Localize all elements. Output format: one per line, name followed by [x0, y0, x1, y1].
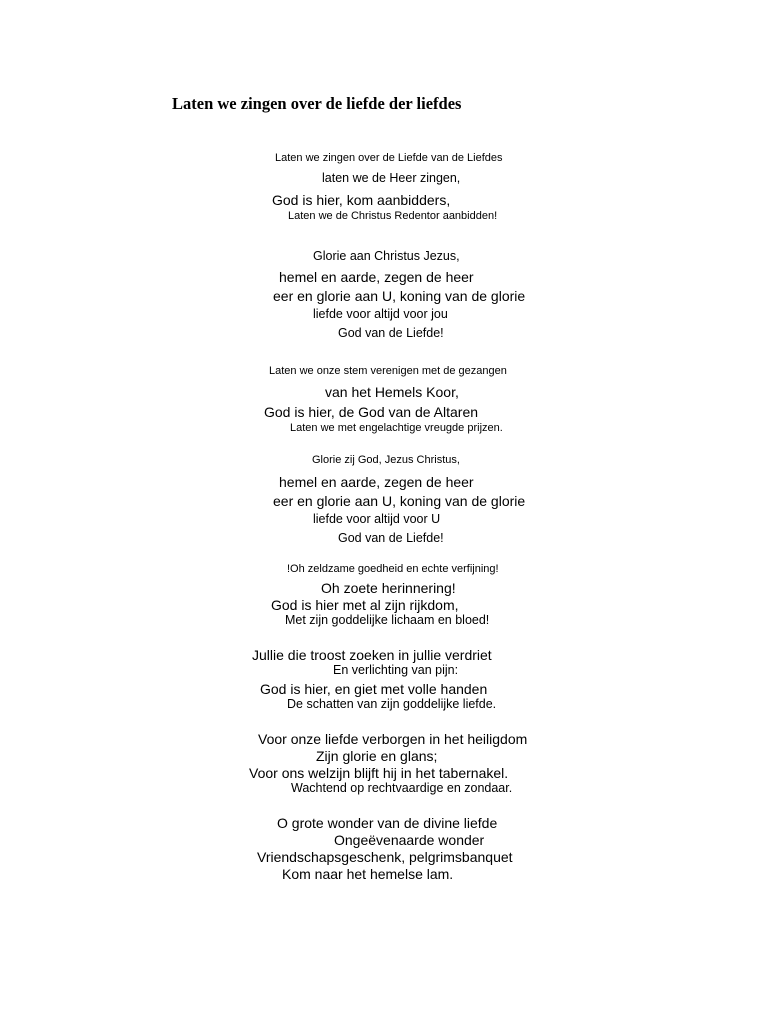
verse-line: eer en glorie aan U, koning van de glorie: [273, 288, 526, 304]
verse-line: Glorie aan Christus Jezus,: [313, 249, 460, 263]
verse-line: Wachtend op rechtvaardige en zondaar.: [291, 781, 513, 795]
verse-line: eer en glorie aan U, koning van de glorie: [273, 493, 526, 509]
verse-line: God van de Liefde!: [338, 326, 444, 340]
verse-line: Jullie die troost zoeken in jullie verdriet: [252, 647, 492, 663]
verse-line: Glorie zij God, Jezus Christus,: [312, 454, 460, 466]
verse-line: Oh zoete herinnering!: [321, 580, 456, 596]
verse-line: laten we de Heer zingen,: [322, 171, 461, 185]
verse-line: God is hier, de God van de Altaren: [264, 404, 479, 420]
verse-line: Vriendschapsgeschenk, pelgrimsbanquet: [257, 849, 513, 865]
verse-line: Zijn glorie en glans;: [316, 748, 438, 764]
verse-line: Laten we met engelachtige vreugde prijzen.: [290, 422, 503, 434]
verse-line: van het Hemels Koor,: [325, 384, 459, 400]
verse-line: liefde voor altijd voor jou: [313, 307, 448, 321]
verse-line: God is hier met al zijn rijkdom,: [271, 597, 459, 613]
verse-line: liefde voor altijd voor U: [313, 512, 441, 526]
verse-line: Ongeëvenaarde wonder: [334, 832, 485, 848]
verse-line: Laten we zingen over de Liefde van de Liefdes: [275, 152, 503, 164]
verse-line: Voor onze liefde verborgen in het heiligdom: [258, 731, 528, 747]
verse-line: God is hier, kom aanbidders,: [272, 192, 451, 208]
verse-line: Met zijn goddelijke lichaam en bloed!: [285, 613, 490, 627]
document-title: Laten we zingen over de liefde der liefdes: [172, 94, 462, 113]
verse-line: Laten we de Christus Redentor aanbidden!: [288, 210, 498, 222]
verse-line: Laten we onze stem verenigen met de gezangen: [269, 365, 507, 377]
verse-line: O grote wonder van de divine liefde: [277, 815, 498, 831]
verse-line: Kom naar het hemelse lam.: [282, 866, 454, 882]
verse-line: Voor ons welzijn blijft hij in het tabernakel.: [249, 765, 509, 781]
verse-line: !Oh zeldzame goedheid en echte verfijning!: [287, 563, 499, 575]
verse-line: God is hier, en giet met volle handen: [260, 681, 488, 697]
verse-line: hemel en aarde, zegen de heer: [279, 474, 474, 490]
verse-line: hemel en aarde, zegen de heer: [279, 269, 474, 285]
verse-line: De schatten van zijn goddelijke liefde.: [287, 697, 497, 711]
verse-line: God van de Liefde!: [338, 531, 444, 545]
verse-line: En verlichting van pijn:: [333, 663, 459, 677]
